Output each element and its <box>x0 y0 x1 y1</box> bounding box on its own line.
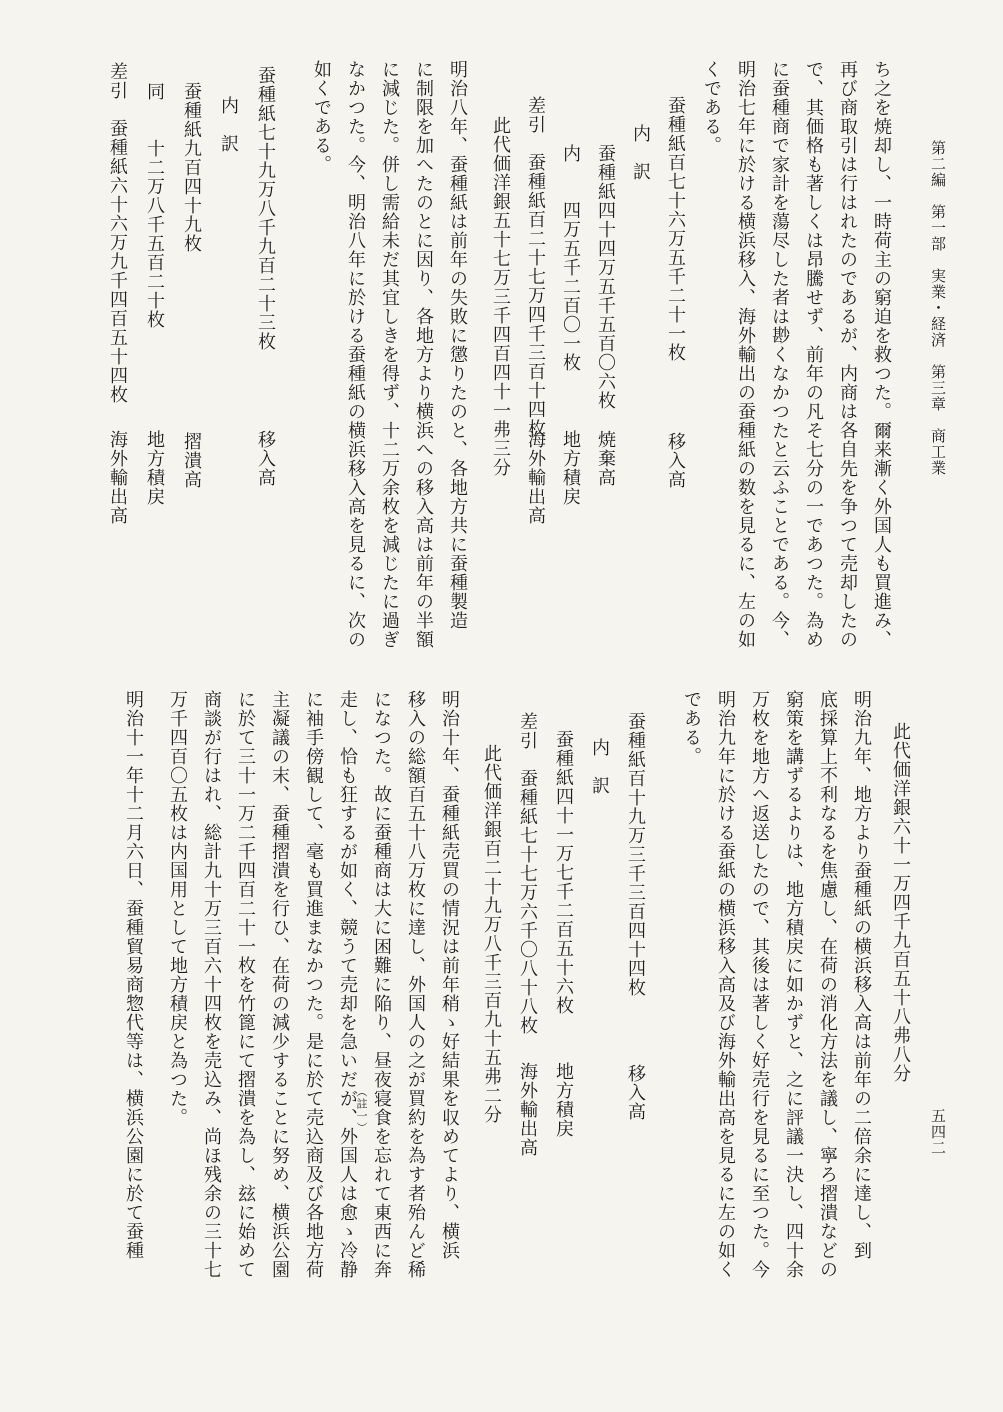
text-line: である。 <box>681 690 702 766</box>
text-line: に於て三十一万二千四百二十一枚を竹篦にて摺潰を為し、玆に始めて <box>235 690 256 1279</box>
table-label: 海外輸出高 <box>517 1062 538 1157</box>
text-line: ち之を焼却し、一時荷主の窮迫を救つた。爾来漸く外国人も買進み、 <box>871 60 892 649</box>
text-line: 底採算上不利なるを焦慮し、在荷の消化方法を議し、寧ろ摺潰などの <box>817 690 838 1279</box>
table-total: 蚕種紙百七十六万五千二十一枚 <box>665 96 686 362</box>
text-line: くである。 <box>701 60 722 155</box>
table-row: 内 四万五千二百〇一枚 <box>560 144 581 372</box>
table-row: 蚕種紙四十一万七千二百五十六枚 <box>553 730 574 1015</box>
table-breakdown-heading: 内 訳 <box>589 738 610 795</box>
text-line: 走し、恰も狂するが如く、競うて売却を急いだが、外国人は愈ゝ冷静 <box>337 690 358 1279</box>
text-line: 明治九年、地方より蚕種紙の横浜移入高は前年の二倍余に達し、到 <box>851 690 872 1260</box>
text-line: 再び商取引は行はれたのであるが、内商は各自先を争つて売却したの <box>837 60 858 649</box>
table-row: 差引 蚕種紙百二十七万四千三百十四枚 <box>525 96 546 438</box>
text-line: になつた。故に蚕種商は大に困難に陥り、昼夜寝食を忘れて東西に奔 <box>371 690 392 1279</box>
text-line: 万枚を地方へ返送したので、其後は著しく好売行を見るに至つた。今 <box>749 690 770 1279</box>
table-total: 蚕種紙百十九万三千三百四十四枚 <box>625 712 646 997</box>
text-line: に制限を加へたのとに因り、各地方より横浜への移入高は前年の半額 <box>413 60 434 649</box>
table-row: 同 十二万八千五百二十枚 <box>144 82 165 329</box>
text-line: 万千四百〇五枚は内国用として地方積戻と為つた。 <box>167 690 188 1127</box>
text-line: で、其価格も著しくは昂騰せず、前年の凡そ七分の一であつた。為め <box>803 60 824 649</box>
table-label: 海外輸出高 <box>525 430 546 525</box>
table-label: 地方積戻 <box>560 430 581 506</box>
table-label: 移入高 <box>255 430 276 487</box>
table-label: 地方積戻 <box>144 430 165 506</box>
text-line: 窮策を講ずるよりは、地方積戻に如かずと、之に評議一決し、四十余 <box>783 690 804 1279</box>
text-line: 如くである。 <box>311 60 332 174</box>
table-price: 此代価洋銀五十七万三千四百四十一弗三分 <box>490 116 511 477</box>
table-label: 移入高 <box>665 432 686 489</box>
text-line: なかつた。今、明治八年に於ける蚕種紙の横浜移入高を見るに、次の <box>345 60 366 649</box>
table-breakdown-heading: 内 訳 <box>630 124 651 181</box>
table-label: 移入高 <box>625 1064 646 1121</box>
text-line: 明治十年、蚕種紙売買の情況は前年稍ゝ好結果を収めてより、横浜 <box>439 690 460 1260</box>
text-line: に蚕種商で家計を蕩尽した者は尠くなかつたと云ふことである。今、 <box>769 60 790 649</box>
table-row: 差引 蚕種紙六十六万九千四百五十四枚 <box>107 62 128 404</box>
text-line: 明治七年に於ける横浜移入、海外輸出の蚕種紙の数を見るに、左の如 <box>735 60 756 649</box>
table-label: 摺潰高 <box>181 432 202 489</box>
table-label: 海外輸出高 <box>107 430 128 525</box>
text-line: 主凝議の末、蚕種摺潰を行ひ、在荷の減少することに努め、横浜公園 <box>269 690 290 1279</box>
text-line: 明治十一年十二月六日、蚕種貿易商惣代等は、横浜公園に於て蚕種 <box>123 690 144 1260</box>
running-head: 第二編 第一部 実業・経済 第三章 商工業 <box>929 140 947 476</box>
text-line: に減じた。併し需給未だ其宜しきを得ず、十二万余枚を減じたに過ぎ <box>379 60 400 649</box>
table-price: 此代価洋銀百二十九万八千三百九十五弗二分 <box>481 744 502 1124</box>
table-row: 蚕種紙九百四十九枚 <box>181 82 202 253</box>
table-row: 差引 蚕種紙七十七万六千〇八十八枚 <box>517 712 538 1035</box>
text-line: に袖手傍観して、毫も買進まなかつた。是に於て売込商及び各地方荷 <box>303 690 324 1279</box>
text-line: 移入の総額百五十八万枚に達し、外国人の之が買約を為す者殆んど稀 <box>405 690 426 1279</box>
table-label: 焼棄高 <box>595 430 616 487</box>
price-carryover: 此代価洋銀六十一万四千九百五十八弗八分 <box>890 722 911 1083</box>
text-line: 明治八年、蚕種紙は前年の失敗に懲りたのと、各地方共に蚕種製造 <box>447 60 468 630</box>
table-row: 蚕種紙四十四万五千五百〇六枚 <box>595 144 616 410</box>
page-number: 五四二 <box>929 1108 947 1156</box>
text-line: 商談が行はれ、総計九十万三百六十四枚を売込み、尚ほ残余の三十七 <box>201 690 222 1279</box>
footnote-marker: （註一） <box>355 1086 368 1134</box>
table-breakdown-heading: 内 訳 <box>218 96 239 153</box>
table-total: 蚕種紙七十九万八千九百二十三枚 <box>255 66 276 351</box>
table-label: 地方積戻 <box>553 1062 574 1138</box>
text-line: 明治九年に於ける蚕紙の横浜移入高及び海外輸出高を見るに左の如く <box>715 690 736 1279</box>
